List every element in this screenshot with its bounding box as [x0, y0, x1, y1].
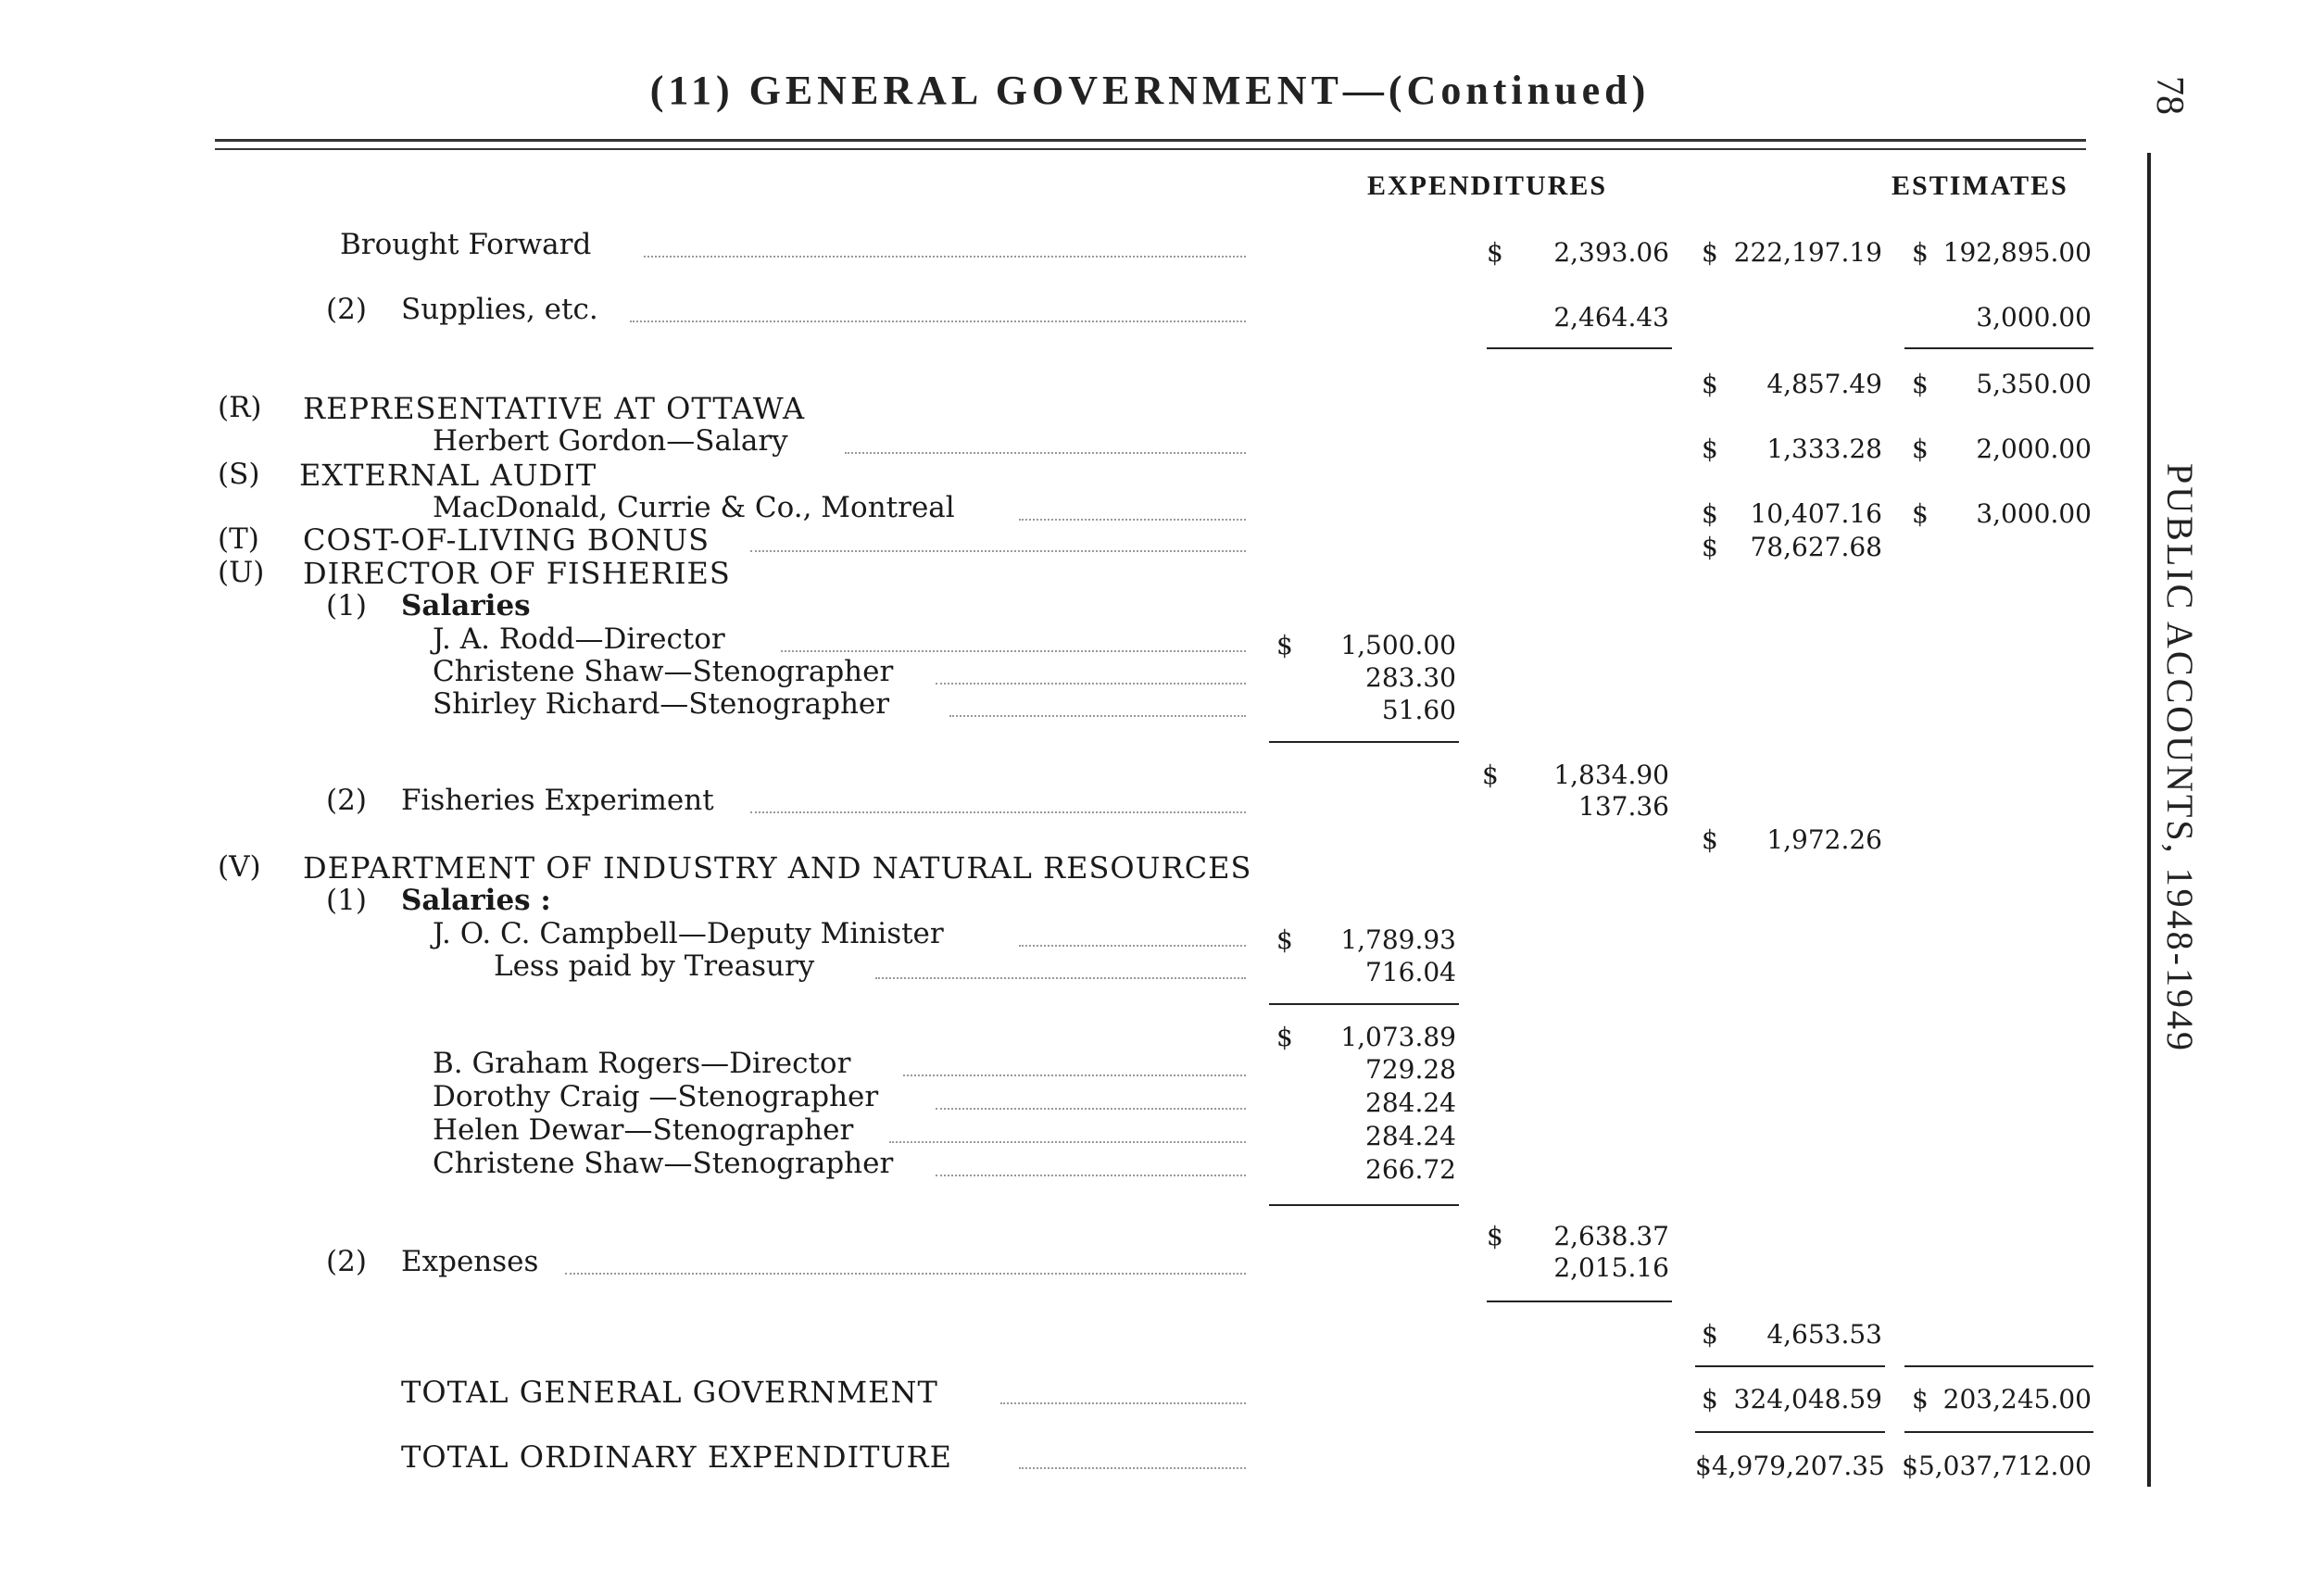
amount-c5: 203,245.00 — [1942, 1384, 2092, 1414]
row-label: Shirley Richard—Stenographer — [433, 687, 890, 721]
row-marker: (1) — [326, 884, 367, 917]
amount-c2: 51.60 — [1381, 695, 1456, 725]
amount-c5: $5,037,712.00 — [1902, 1451, 2092, 1481]
row-marker: (V) — [218, 850, 261, 884]
underline — [1904, 347, 2093, 349]
dollar-sign: $ — [1702, 1319, 1718, 1350]
leader-dots — [889, 1137, 1246, 1143]
amount-c4: 4,857.49 — [1766, 369, 1882, 399]
leader-dots — [1019, 941, 1246, 947]
amount-c2: 283.30 — [1365, 662, 1456, 693]
leader-dots — [936, 679, 1246, 685]
row-marker: (2) — [326, 784, 367, 817]
vertical-rule — [2147, 153, 2151, 1487]
sub-heading: Salaries : — [401, 884, 551, 917]
row-marker: (S) — [218, 458, 260, 491]
leader-dots — [781, 647, 1246, 652]
row-marker: (2) — [326, 293, 367, 326]
underline — [1269, 1204, 1459, 1206]
row-label: Christene Shaw—Stenographer — [433, 1147, 894, 1180]
section-heading: EXTERNAL AUDIT — [299, 458, 597, 493]
amount-c5: 3,000.00 — [1976, 498, 2092, 529]
dollar-sign: $ — [1702, 434, 1718, 464]
row-label: Christene Shaw—Stenographer — [433, 655, 894, 688]
row-marker: (1) — [326, 589, 367, 622]
dollar-sign: $ — [1276, 1022, 1293, 1052]
dollar-sign: $ — [1276, 630, 1293, 660]
row-marker: (T) — [218, 522, 259, 556]
amount-c3: 2,638.37 — [1553, 1221, 1669, 1251]
amount-c3: 137.36 — [1578, 791, 1669, 822]
underline — [1904, 1431, 2093, 1433]
amount-c2: 284.24 — [1365, 1087, 1456, 1118]
dollar-sign: $ — [1702, 532, 1718, 562]
header-rule-bottom — [215, 148, 2086, 150]
dollar-sign: $ — [1702, 237, 1718, 268]
page-title: (11) GENERAL GOVERNMENT—(Continued) — [649, 68, 1651, 113]
dollar-sign: $ — [1487, 1221, 1503, 1251]
leader-dots — [1019, 1464, 1246, 1469]
underline — [1269, 741, 1459, 743]
amount-c5: 3,000.00 — [1976, 302, 2092, 333]
amount-c2: 1,073.89 — [1340, 1022, 1456, 1052]
underline — [1904, 1365, 2093, 1367]
amount-c4: 78,627.68 — [1750, 532, 1882, 562]
amount-c2: 266.72 — [1365, 1154, 1456, 1185]
side-title: PUBLIC ACCOUNTS, 1948-1949 — [2159, 463, 2201, 1053]
amount-c3: 2,464.43 — [1553, 302, 1669, 333]
amount-c4: 1,333.28 — [1766, 434, 1882, 464]
row-marker: (2) — [326, 1245, 367, 1278]
leader-dots — [949, 711, 1246, 717]
estimates-heading: ESTIMATES — [1892, 170, 2068, 201]
row-label: J. A. Rodd—Director — [433, 622, 725, 656]
amount-c5: 2,000.00 — [1976, 434, 2092, 464]
leader-dots — [903, 1071, 1246, 1076]
dollar-sign: $ — [1702, 498, 1718, 529]
leader-dots — [936, 1171, 1246, 1176]
amount-c3: 1,834.90 — [1553, 760, 1669, 790]
amount-c5: 5,350.00 — [1976, 369, 2092, 399]
amount-c4: 10,407.16 — [1750, 498, 1882, 529]
amount-c3: 2,015.16 — [1553, 1252, 1669, 1283]
leader-dots — [750, 547, 1246, 552]
amount-c5: 192,895.00 — [1942, 237, 2092, 268]
row-label: Supplies, etc. — [401, 293, 598, 326]
row-label: Brought Forward — [340, 228, 592, 261]
amount-c2: 1,789.93 — [1340, 924, 1456, 955]
amount-c2: 729.28 — [1365, 1054, 1456, 1085]
leader-dots — [1000, 1399, 1246, 1404]
dollar-sign: $ — [1702, 1384, 1718, 1414]
amount-c4: 324,048.59 — [1733, 1384, 1882, 1414]
row-label: Fisheries Experiment — [401, 784, 714, 817]
amount-c2: 284.24 — [1365, 1121, 1456, 1151]
row-marker: (U) — [218, 556, 265, 589]
dollar-sign: $ — [1912, 1384, 1929, 1414]
leader-dots — [565, 1269, 1246, 1275]
leader-dots — [845, 448, 1246, 454]
section-heading: REPRESENTATIVE AT OTTAWA — [303, 391, 806, 426]
dollar-sign: $ — [1912, 498, 1929, 529]
dollar-sign: $ — [1912, 237, 1929, 268]
row-label: Helen Dewar—Stenographer — [433, 1113, 854, 1147]
leader-dots — [936, 1104, 1246, 1110]
dollar-sign: $ — [1912, 369, 1929, 399]
header-rule-top — [215, 139, 2086, 142]
row-label: MacDonald, Currie & Co., Montreal — [433, 491, 955, 524]
dollar-sign: $ — [1487, 237, 1503, 268]
row-label: Expenses — [401, 1245, 539, 1278]
leader-dots — [750, 808, 1246, 813]
leader-dots — [644, 252, 1246, 258]
underline — [1269, 1003, 1459, 1005]
underline — [1487, 1301, 1672, 1302]
row-label: Dorothy Craig —Stenographer — [433, 1080, 879, 1113]
section-heading: DIRECTOR OF FISHERIES — [303, 556, 731, 591]
amount-c4: $4,979,207.35 — [1695, 1451, 1885, 1481]
section-heading: DEPARTMENT OF INDUSTRY AND NATURAL RESOURCES — [303, 850, 1252, 886]
page-number: 78 — [2148, 76, 2191, 115]
total-label: TOTAL ORDINARY EXPENDITURE — [401, 1439, 952, 1475]
dollar-sign: $ — [1912, 434, 1929, 464]
sub-heading: Salaries — [401, 589, 531, 622]
dollar-sign: $ — [1482, 760, 1499, 790]
underline — [1487, 347, 1672, 349]
dollar-sign: $ — [1702, 369, 1718, 399]
row-label: B. Graham Rogers—Director — [433, 1047, 851, 1080]
dollar-sign: $ — [1276, 924, 1293, 955]
dollar-sign: $ — [1702, 824, 1718, 855]
amount-c4: 1,972.26 — [1766, 824, 1882, 855]
row-label: Less paid by Treasury — [494, 949, 815, 983]
underline — [1695, 1431, 1885, 1433]
underline — [1695, 1365, 1885, 1367]
row-label: J. O. C. Campbell—Deputy Minister — [433, 917, 944, 950]
row-marker: (R) — [218, 391, 262, 424]
amount-c3: 2,393.06 — [1553, 237, 1669, 268]
amount-c2: 716.04 — [1365, 957, 1456, 987]
section-heading: COST-OF-LIVING BONUS — [303, 522, 710, 558]
expenditures-heading: EXPENDITURES — [1367, 170, 1608, 201]
leader-dots — [630, 317, 1246, 322]
amount-c4: 222,197.19 — [1733, 237, 1882, 268]
amount-c2: 1,500.00 — [1340, 630, 1456, 660]
row-label: Herbert Gordon—Salary — [433, 424, 788, 458]
leader-dots — [1019, 515, 1246, 521]
amount-c4: 4,653.53 — [1766, 1319, 1882, 1350]
total-label: TOTAL GENERAL GOVERNMENT — [401, 1375, 938, 1410]
leader-dots — [875, 974, 1246, 979]
